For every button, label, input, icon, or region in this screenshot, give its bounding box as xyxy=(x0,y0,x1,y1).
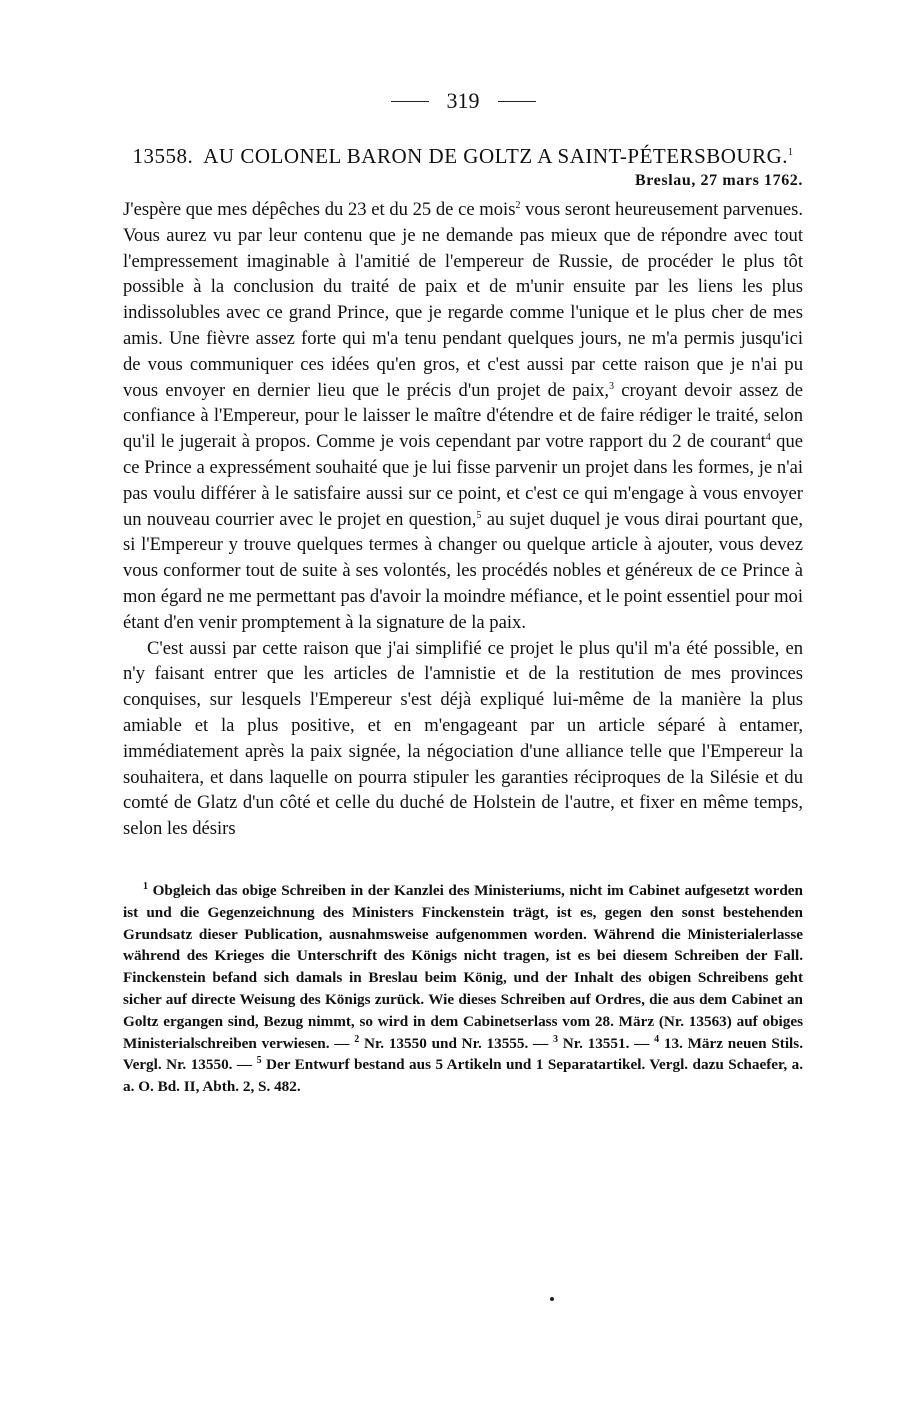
letter-body xyxy=(123,197,803,842)
paragraph-footnote-ref: 5 xyxy=(476,509,482,521)
paragraph-text: C'est aussi par cette raison que j'ai simplifié ce projet le plus qu'il m'a été possible, en n'y faisant entrer que les articles de l'amnistie et de la restitution de mes provinces conquises, sur lesquels l'Empereur s'est déjà expliqué lui-même de la manière la plus amiable et la plus positive, et en m'engageant par un article séparé à entamer, immédiatement après la paix signée, la négociation d'une alliance telle que l'Empereur la souhaitera, et dans laquelle on pourra stipuler les garanties réciproques de la Silésie et du comté de Glatz d'un côté et celle du duché de Holstein de l'autre, et fixer en même temps, selon les désirs xyxy=(123,637,803,840)
footnote-footnote-ref: 5 xyxy=(256,1055,262,1067)
paragraph-footnote-ref: 4 xyxy=(765,431,771,443)
footnote-text: Nr. 13551. — xyxy=(558,1034,655,1052)
footnotes xyxy=(123,880,803,1098)
title-footnote-ref: 1 xyxy=(788,147,794,158)
page-number: 319 xyxy=(446,88,480,113)
paragraph-footnote-ref: 3 xyxy=(609,380,615,392)
letter-number: 13558. xyxy=(132,144,194,168)
letter-heading xyxy=(123,144,803,169)
paragraph-text: vous seront heureusement parvenues. Vous aurez vu par leur contenu que je ne demande pas mieux que de répondre avec tout l'empressement imaginable à l'amitié de l'empereur de Russie, de procéder le plus tôt possible à la conclusion du traité de paix et de m'unir ensuite par les liens les plus indissolubles avec ce grand Prince, que je regarde comme l'unique et le plus cher de mes amis. Une fièvre assez forte qui m'a tenu pendant quelques jours, ne m'a permis jusqu'ici de vous communiquer ces idées qu'en gros, et c'est aussi par cette raison que je n'ai pu vous envoyer en dernier lieu que le précis d'un projet de paix, xyxy=(123,199,803,401)
letter-title: AU COLONEL BARON DE GOLTZ A SAINT-PÉTERSBOURG. xyxy=(203,144,789,168)
paragraph xyxy=(123,197,803,636)
footnote-text: Obgleich das obige Schreiben in der Kanzlei des Ministeriums, nicht im Cabinet aufgesetzt worden ist und die Gegenzeichnung des Ministers Finckenstein trägt, ist es, gegen den sonst bestehenden Grundsatz dieser Publication, ausnahmsweise aufgenommen worden. Während die Ministerialerlasse während des Krieges die Unterschrift des Königs nicht tragen, ist es bei diesem Schreiben der Fall. Finckenstein befand sich damals in Breslau beim König, und der Inhalt des obigen Schreibens geht sicher auf directe Weisung des Königs zurück. Wie dieses Schreiben auf Ordres, die aus dem Cabinet an Goltz ergangen sind, Bezug nimmt, so wird in dem Cabinetserlass vom 28. März (Nr. 13563) auf obiges Ministerialschreiben verwiesen. — xyxy=(123,881,803,1052)
paragraph-text: croyant devoir assez de confiance à l'Empereur, pour le laisser le maître d'étendre et de faire rédiger le traité, selon qu'il le jugerait à propos. Comme je vois cependant par votre rapport du 2 de courant xyxy=(123,379,803,453)
print-speck xyxy=(550,1297,554,1301)
right-dash xyxy=(498,101,536,102)
paragraph-text: au sujet duquel je vous dirai pourtant que, si l'Empereur y trouve quelques termes à changer ou quelque article à ajouter, vous devez vous conformer tout de suite à ses volontés, les procédés nobles et généreux de ce Prince à mon égard ne me permettant pas d'avoir la moindre méfiance, et le point essentiel pour moi étant d'en venir promptement à la signature de la paix. xyxy=(123,508,803,633)
footnote-footnote-ref: 1 xyxy=(143,880,148,892)
book-page xyxy=(123,86,803,1098)
paragraph-text: J'espère que mes dépêches du 23 et du 25 de ce mois xyxy=(123,199,516,220)
left-dash xyxy=(391,101,429,102)
footnote-footnote-ref: 2 xyxy=(354,1033,360,1045)
footnote-text: 13. März neuen Stils. Vergl. Nr. 13550. — xyxy=(123,1034,803,1074)
paragraph-text: que ce Prince a expressément souhaité que je lui fisse parvenir un projet dans les formes, je n'ai pas voulu différer à le satisfaire aussi sur ce point, et c'est ce qui m'engage à vous envoyer un nouveau courrier avec le projet en question, xyxy=(123,431,803,530)
footnote-footnote-ref: 4 xyxy=(654,1033,660,1045)
place-date: Breslau, 27 mars 1762. xyxy=(634,172,803,189)
paragraph xyxy=(123,636,803,842)
paragraph-footnote-ref: 2 xyxy=(515,199,521,211)
footnote-footnote-ref: 3 xyxy=(553,1033,558,1045)
footnote-text: Nr. 13550 und Nr. 13555. — xyxy=(359,1034,553,1052)
page-number-line xyxy=(123,86,803,116)
footnote-text: Der Entwurf bestand aus 5 Artikeln und 1 Separatartikel. Vergl. dazu Schaefer, a. a. O. Bd. II, Abth. 2, S. 482. xyxy=(123,1056,803,1096)
